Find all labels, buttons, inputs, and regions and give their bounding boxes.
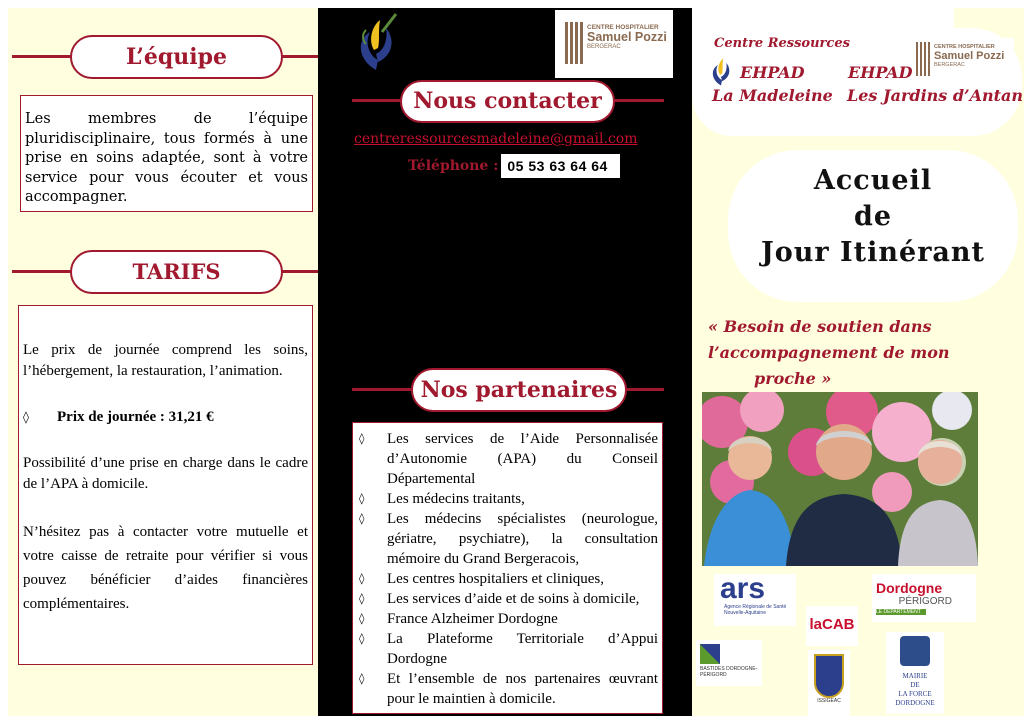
ehpad2-line1: EHPAD <box>848 63 913 82</box>
tarifs-price: Prix de journée : 31,21 € <box>57 409 214 425</box>
main-title <box>728 163 1018 271</box>
partner-item <box>359 669 658 709</box>
issigeac-logo-text: ISSIGEAC <box>817 698 841 704</box>
left-panel <box>8 8 318 716</box>
ch-building-icon-small <box>916 42 930 76</box>
title-line1: Accueil <box>813 165 933 196</box>
ars-logo-text: ars <box>720 572 766 605</box>
ch-samuel-pozzi-logo <box>555 10 673 78</box>
contact-email[interactable]: centreressourcesmadeleine@gmail.com <box>354 131 638 147</box>
ch-building-icon <box>565 22 583 64</box>
ch-logo-line1: CENTRE HOSPITALIER <box>587 24 659 31</box>
madeleine-flower-logo <box>348 10 404 76</box>
partner-bullet: ◊ <box>359 572 365 585</box>
middle-panel <box>318 8 692 716</box>
partner-item <box>359 489 658 509</box>
ehpad1-line2: La Madeleine <box>712 86 833 105</box>
contact-title: Nous contacter <box>400 80 615 123</box>
equipe-text: Les membres de l’équipe pluridisciplinaire, tous formés à une prise en soins adaptée, sont à votre service pour vous écouter et vous accompagner. <box>20 95 313 212</box>
tarifs-p2: Possibilité d’une prise en charge dans le cadre de l’APA à domicile. <box>23 455 308 492</box>
partners-box <box>352 422 663 714</box>
partner-text: Les services d’aide et de soins à domicile, <box>387 591 640 607</box>
seniors-photo <box>702 392 978 566</box>
title-line2: de <box>853 201 893 232</box>
tarifs-p1: Le prix de journée comprend les soins, l’hébergement, la restauration, l’animation. <box>23 342 308 379</box>
mairie-logo <box>886 632 944 714</box>
partner-text: La Plateforme Territoriale d’Appui Dordogne <box>387 631 658 667</box>
ch-small-line3: BERGERAC <box>934 62 965 68</box>
partner-item <box>359 609 658 629</box>
bastides-icon <box>700 644 720 664</box>
partner-text: Et l’ensemble de nos partenaires œuvrant pour le maintien à domicile. <box>387 671 658 707</box>
partner-bullet: ◊ <box>359 592 365 605</box>
partner-text: France Alzheimer Dordogne <box>387 611 558 627</box>
quote-line3: proche » <box>754 369 832 388</box>
mairie-line1: MAIRIE <box>902 672 928 680</box>
title-line3: Jour Itinérant <box>760 237 986 268</box>
mairie-line3: LA FORCE <box>898 690 932 698</box>
issigeac-logo <box>808 650 850 716</box>
partner-bullet: ◊ <box>359 492 365 505</box>
cover-panel <box>692 8 1024 716</box>
partner-item <box>359 569 658 589</box>
issigeac-crest-icon <box>814 654 844 698</box>
ehpad1-line1: EHPAD <box>740 63 805 82</box>
tarifs-title: TARIFS <box>70 250 283 294</box>
partner-item <box>359 629 658 669</box>
tarifs-bullet: ◊ <box>23 410 29 424</box>
partner-item <box>359 429 658 489</box>
ehpad2-line2: Les Jardins d’Antan <box>847 86 1024 105</box>
partner-item <box>359 589 658 609</box>
bastides-logo <box>696 640 762 686</box>
quote-line2: l’accompagnement de mon <box>708 343 950 362</box>
partners-title: Nos partenaires <box>411 368 627 412</box>
madeleine-small-logo <box>706 52 736 90</box>
tarifs-box <box>18 305 313 665</box>
partner-text: Les médecins spécialistes (neurologue, gériatre, psychiatre), la consultation mémoire du Grand Bergeracois, <box>387 511 658 567</box>
quote <box>708 314 950 392</box>
partner-bullet: ◊ <box>359 672 365 685</box>
partner-bullet: ◊ <box>359 612 365 625</box>
quote-line1: « Besoin de soutien dans <box>708 317 932 336</box>
dordogne-logo <box>872 574 976 622</box>
dordogne-logo-tag: LE DÉPARTEMENT <box>876 609 926 615</box>
ch-small-line1: CENTRE HOSPITALIER <box>934 44 995 50</box>
centre-ressources: Centre Ressources <box>714 36 850 51</box>
dordogne-logo-text: Dordogne <box>876 580 943 596</box>
partner-bullet: ◊ <box>359 632 365 645</box>
ch-small-line2: Samuel Pozzi <box>934 50 1005 62</box>
phone-value: 05 53 63 64 64 <box>501 154 619 178</box>
partner-text: Les services de l’Aide Personnalisée d’Autonomie (APA) du Conseil Départemental <box>387 431 658 487</box>
equipe-title: L’équipe <box>70 35 283 79</box>
cab-logo-text: laCAB <box>809 616 855 633</box>
ars-logo-sub: Agence Régionale de Santé Nouvelle-Aquitaine <box>724 604 787 616</box>
partner-bullet: ◊ <box>359 512 365 525</box>
bastides-logo-text: BASTIDES DORDOGNE-PÉRIGORD <box>700 666 758 678</box>
partner-bullet: ◊ <box>359 432 365 445</box>
dordogne-logo-sub: PÉRIGORD <box>898 596 952 607</box>
partner-text: Les médecins traitants, <box>387 491 525 507</box>
cab-logo <box>806 606 858 646</box>
tarifs-p3: N’hésitez pas à contacter votre mutuelle et votre caisse de retraite pour vérifier si vous pouvez bénéficier d’aides financières complémentaires. <box>23 524 308 612</box>
partner-item <box>359 509 658 569</box>
mairie-line4: DORDOGNE <box>895 699 935 707</box>
partner-text: Les centres hospitaliers et cliniques, <box>387 571 605 587</box>
ch-samuel-pozzi-logo-small <box>914 38 1014 82</box>
phone-row <box>408 154 620 178</box>
ch-logo-line3: BERGERAC <box>587 44 621 50</box>
mairie-line2: DE <box>910 681 920 689</box>
mairie-crest-icon <box>900 636 930 666</box>
ars-logo <box>714 574 796 626</box>
phone-label: Téléphone : <box>408 158 499 174</box>
tarifs-price-row <box>23 407 308 428</box>
ch-logo-line2: Samuel Pozzi <box>587 30 667 44</box>
